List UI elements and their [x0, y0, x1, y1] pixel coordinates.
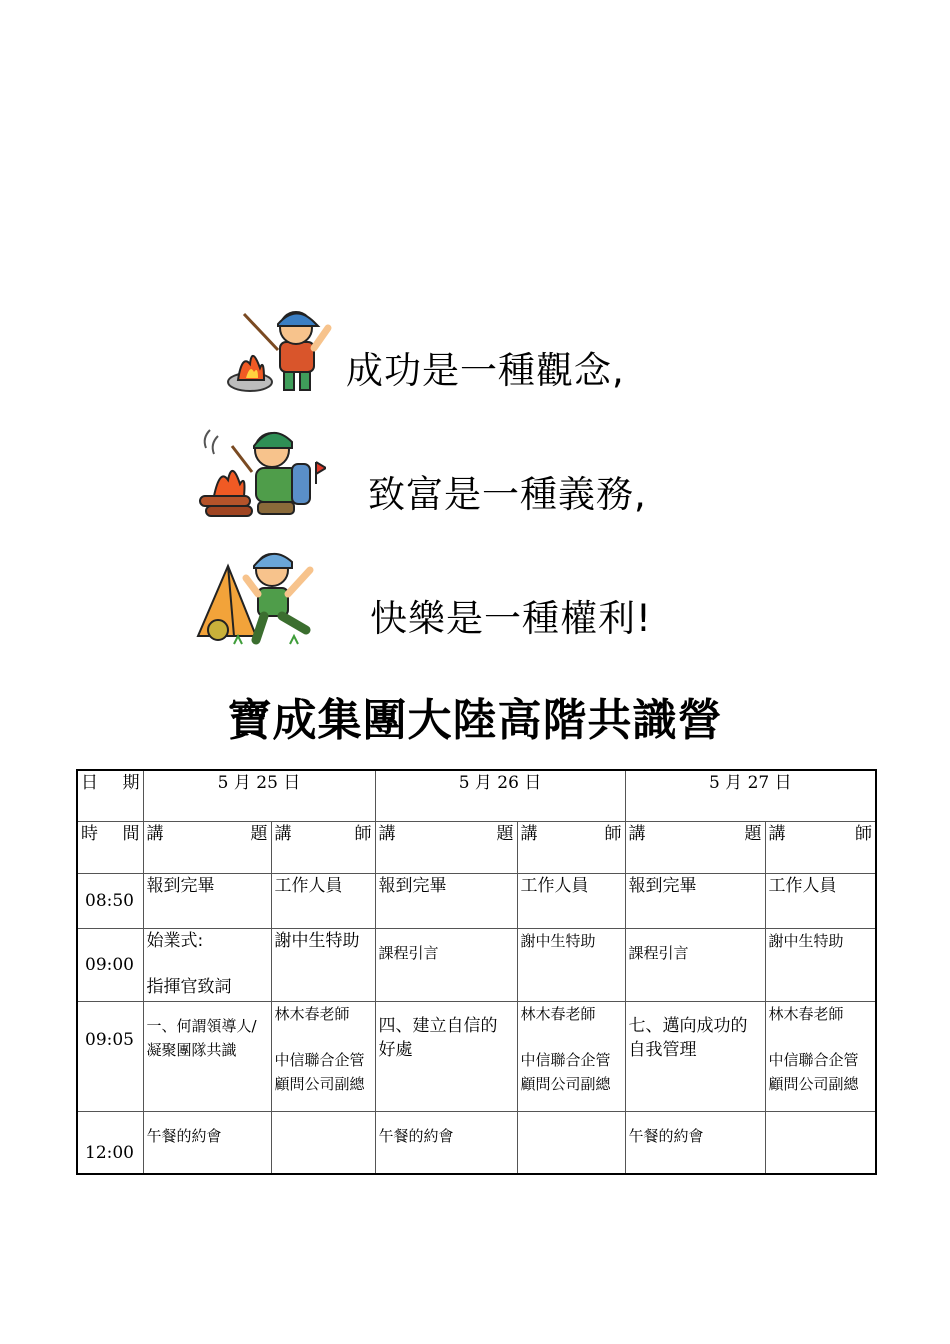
topic-cell: 課程引言 — [625, 929, 765, 1002]
day-header: 5 月 25 日 — [143, 770, 375, 822]
speaker-cell: 工作人員 — [517, 874, 625, 929]
speaker-cell: 工作人員 — [271, 874, 375, 929]
speaker-cell: 謝中生特助 — [517, 929, 625, 1002]
speaker-cell: 林木春老師 中信聯合企管 顧問公司副總 — [765, 1002, 876, 1112]
topic-cell: 報到完畢 — [143, 874, 271, 929]
topic-cell: 午餐的約會 — [143, 1112, 271, 1174]
slogan-3: 快樂是一種權利! — [370, 597, 652, 640]
camp-title: 寶成集團大陸高階共識營 — [227, 695, 723, 746]
time-cell: 12:00 — [77, 1112, 143, 1174]
time-cell: 08:50 — [77, 874, 143, 929]
column-header-row — [77, 822, 876, 874]
speaker-cell — [765, 1112, 876, 1174]
topic-cell: 始業式: 指揮官致詞 — [143, 929, 271, 1002]
time-cell: 09:05 — [77, 1002, 143, 1112]
topic-header: 講 題 — [625, 822, 765, 874]
table-row — [77, 874, 876, 929]
table-row — [77, 1112, 876, 1174]
speaker-cell: 林木春老師 中信聯合企管 顧問公司副總 — [271, 1002, 375, 1112]
speaker-cell: 工作人員 — [765, 874, 876, 929]
topic-cell: 一、何謂領導人/ 凝聚團隊共識 — [143, 1002, 271, 1112]
day-header: 5 月 26 日 — [375, 770, 625, 822]
topic-header: 講 題 — [375, 822, 517, 874]
speaker-header: 講 師 — [517, 822, 625, 874]
topic-header: 講 題 — [143, 822, 271, 874]
scout-with-tent-icon — [194, 544, 326, 650]
topic-cell: 報到完畢 — [625, 874, 765, 929]
date-label-cell: 日 期 — [77, 770, 143, 822]
time-label-cell: 時 間 — [77, 822, 143, 874]
speaker-cell — [517, 1112, 625, 1174]
date-header-row — [77, 770, 876, 822]
topic-cell: 七、邁向成功的 自我管理 — [625, 1002, 765, 1112]
speaker-cell: 謝中生特助 — [765, 929, 876, 1002]
speaker-header: 講 師 — [271, 822, 375, 874]
topic-cell: 午餐的約會 — [375, 1112, 517, 1174]
topic-cell: 四、建立自信的 好處 — [375, 1002, 517, 1112]
speaker-cell: 林木春老師 中信聯合企管 顧問公司副總 — [517, 1002, 625, 1112]
table-row — [77, 1002, 876, 1112]
topic-cell: 課程引言 — [375, 929, 517, 1002]
scout-with-campfire-icon — [214, 302, 336, 398]
topic-cell: 午餐的約會 — [625, 1112, 765, 1174]
topic-cell: 報到完畢 — [375, 874, 517, 929]
day-header: 5 月 27 日 — [625, 770, 876, 822]
speaker-header: 講 師 — [765, 822, 876, 874]
speaker-cell — [271, 1112, 375, 1174]
slogan-1: 成功是一種觀念, — [346, 349, 625, 392]
slogan-2: 致富是一種義務, — [368, 473, 647, 516]
speaker-cell: 謝中生特助 — [271, 929, 375, 1002]
scout-with-logs-icon — [192, 418, 326, 522]
time-cell: 09:00 — [77, 929, 143, 1002]
schedule-table — [76, 769, 877, 1175]
table-row — [77, 929, 876, 1002]
